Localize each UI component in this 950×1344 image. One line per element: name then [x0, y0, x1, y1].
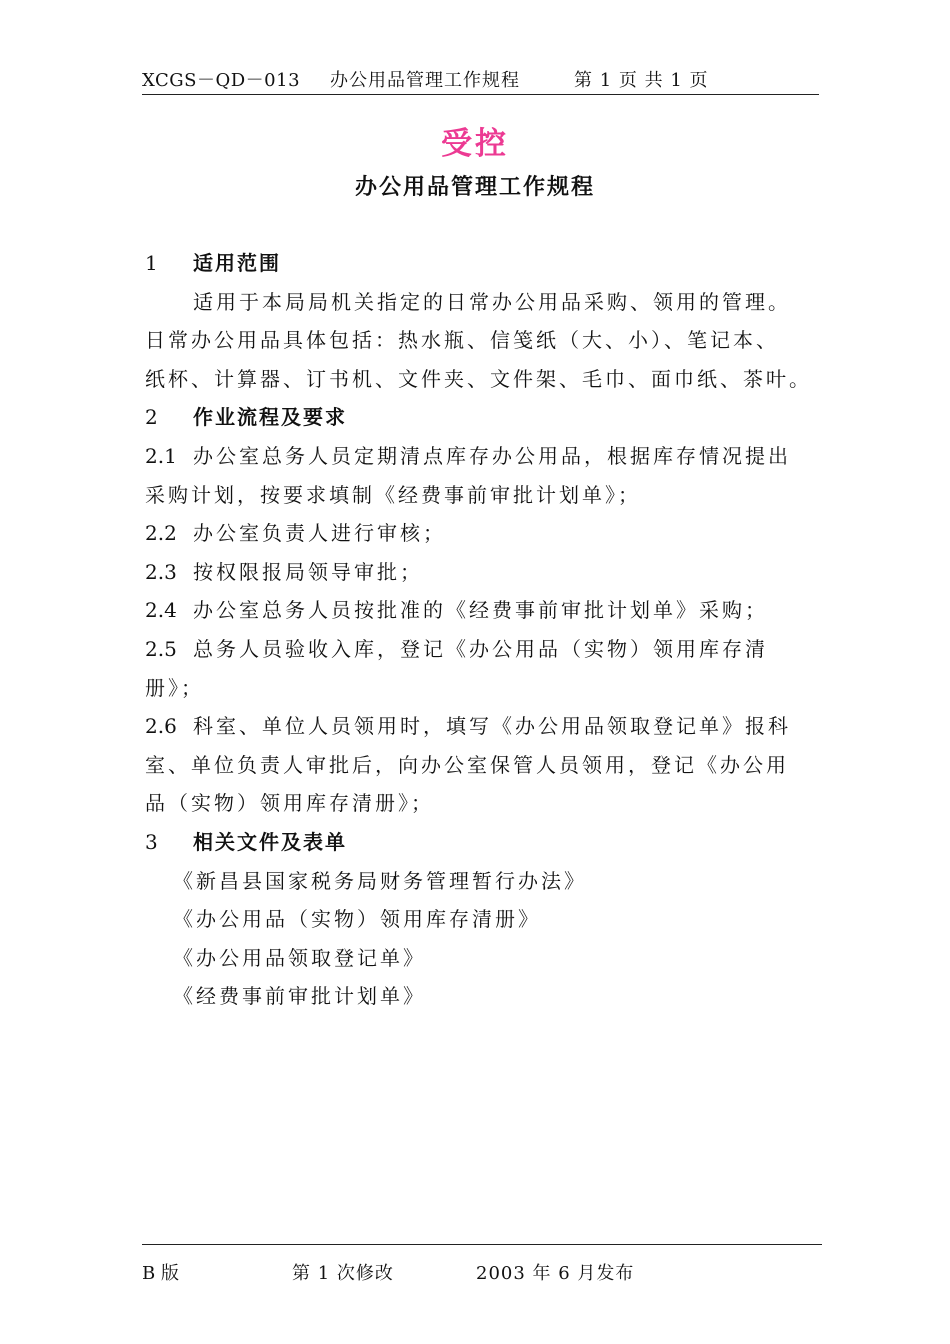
page-header: [142, 62, 819, 95]
item-number: 2.5: [145, 636, 177, 661]
paragraph-line: 日常办公用品具体包括：热水瓶、信笺纸（大、小）、笔记本、: [145, 328, 779, 353]
item-text: 办公室总务人员按批准的《经费事前审批计划单》采购；: [193, 598, 768, 623]
item-text-continued: 册》；: [145, 675, 204, 700]
item-text: 按权限报局领导审批；: [193, 559, 423, 584]
item-text-continued: 采购计划，按要求填制《经费事前审批计划单》；: [145, 482, 641, 507]
item-text: 办公室总务人员定期清点库存办公用品，根据库存情况提出: [193, 443, 791, 468]
item-text: 办公室负责人进行审核；: [193, 521, 446, 546]
list-item: [145, 437, 815, 476]
item-text: 科室、单位人员领用时，填写《办公用品领取登记单》报科: [193, 714, 791, 739]
section-title: 相关文件及表单: [193, 829, 347, 854]
section-title: 作业流程及要求: [193, 405, 347, 430]
item-number: 2.4: [145, 598, 177, 623]
document-title: 办公用品管理工作规程: [354, 174, 595, 200]
section-heading: [145, 823, 815, 862]
controlled-stamp: 受控: [441, 126, 509, 162]
item-text: 总务人员验收入库，登记《办公用品（实物）领用库存清: [193, 636, 768, 661]
paragraph-line: 纸杯、计算器、订书机、文件夹、文件架、毛巾、面巾纸、茶叶。: [145, 366, 812, 391]
section-title: 适用范围: [193, 251, 281, 275]
document-body: [145, 244, 815, 1016]
item-number: 2.6: [145, 714, 177, 739]
reference-item: 《办公用品（实物）领用库存清册》: [173, 907, 541, 932]
item-text-continued: 室、单位负责人审批后，向办公室保管人员领用，登记《办公用: [145, 752, 789, 777]
list-item: [145, 707, 815, 746]
item-number: 2.2: [145, 521, 177, 546]
reference-item: 《办公用品领取登记单》: [173, 945, 426, 970]
reference-item: 《经费事前审批计划单》: [173, 984, 426, 1009]
page-number: 第 1 页 共 1 页: [574, 70, 709, 91]
list-item: [145, 591, 815, 630]
list-item: [145, 553, 815, 592]
publish-date: 2003 年 6 月发布: [476, 1263, 635, 1284]
page-footer: [142, 1244, 822, 1285]
reference-item: 《新昌县国家税务局财务管理暂行办法》: [173, 868, 587, 893]
section-number: 3: [145, 829, 158, 854]
revision-label: 第 1 次修改: [292, 1263, 394, 1284]
section-number: 1: [145, 251, 158, 275]
section-heading: [145, 244, 815, 283]
list-item: [145, 514, 815, 553]
header-title: 办公用品管理工作规程: [330, 70, 520, 91]
section-number: 2: [145, 405, 158, 430]
item-text-continued: 品（实物）领用库存清册》；: [145, 791, 434, 816]
item-number: 2.1: [145, 443, 177, 468]
version-label: B 版: [142, 1263, 179, 1284]
section-heading: [145, 398, 815, 437]
paragraph-line: 适用于本局局机关指定的日常办公用品采购、领用的管理。: [193, 289, 791, 314]
document-code: XCGS－QD－013: [142, 70, 301, 91]
item-number: 2.3: [145, 559, 177, 584]
list-item: [145, 630, 815, 669]
